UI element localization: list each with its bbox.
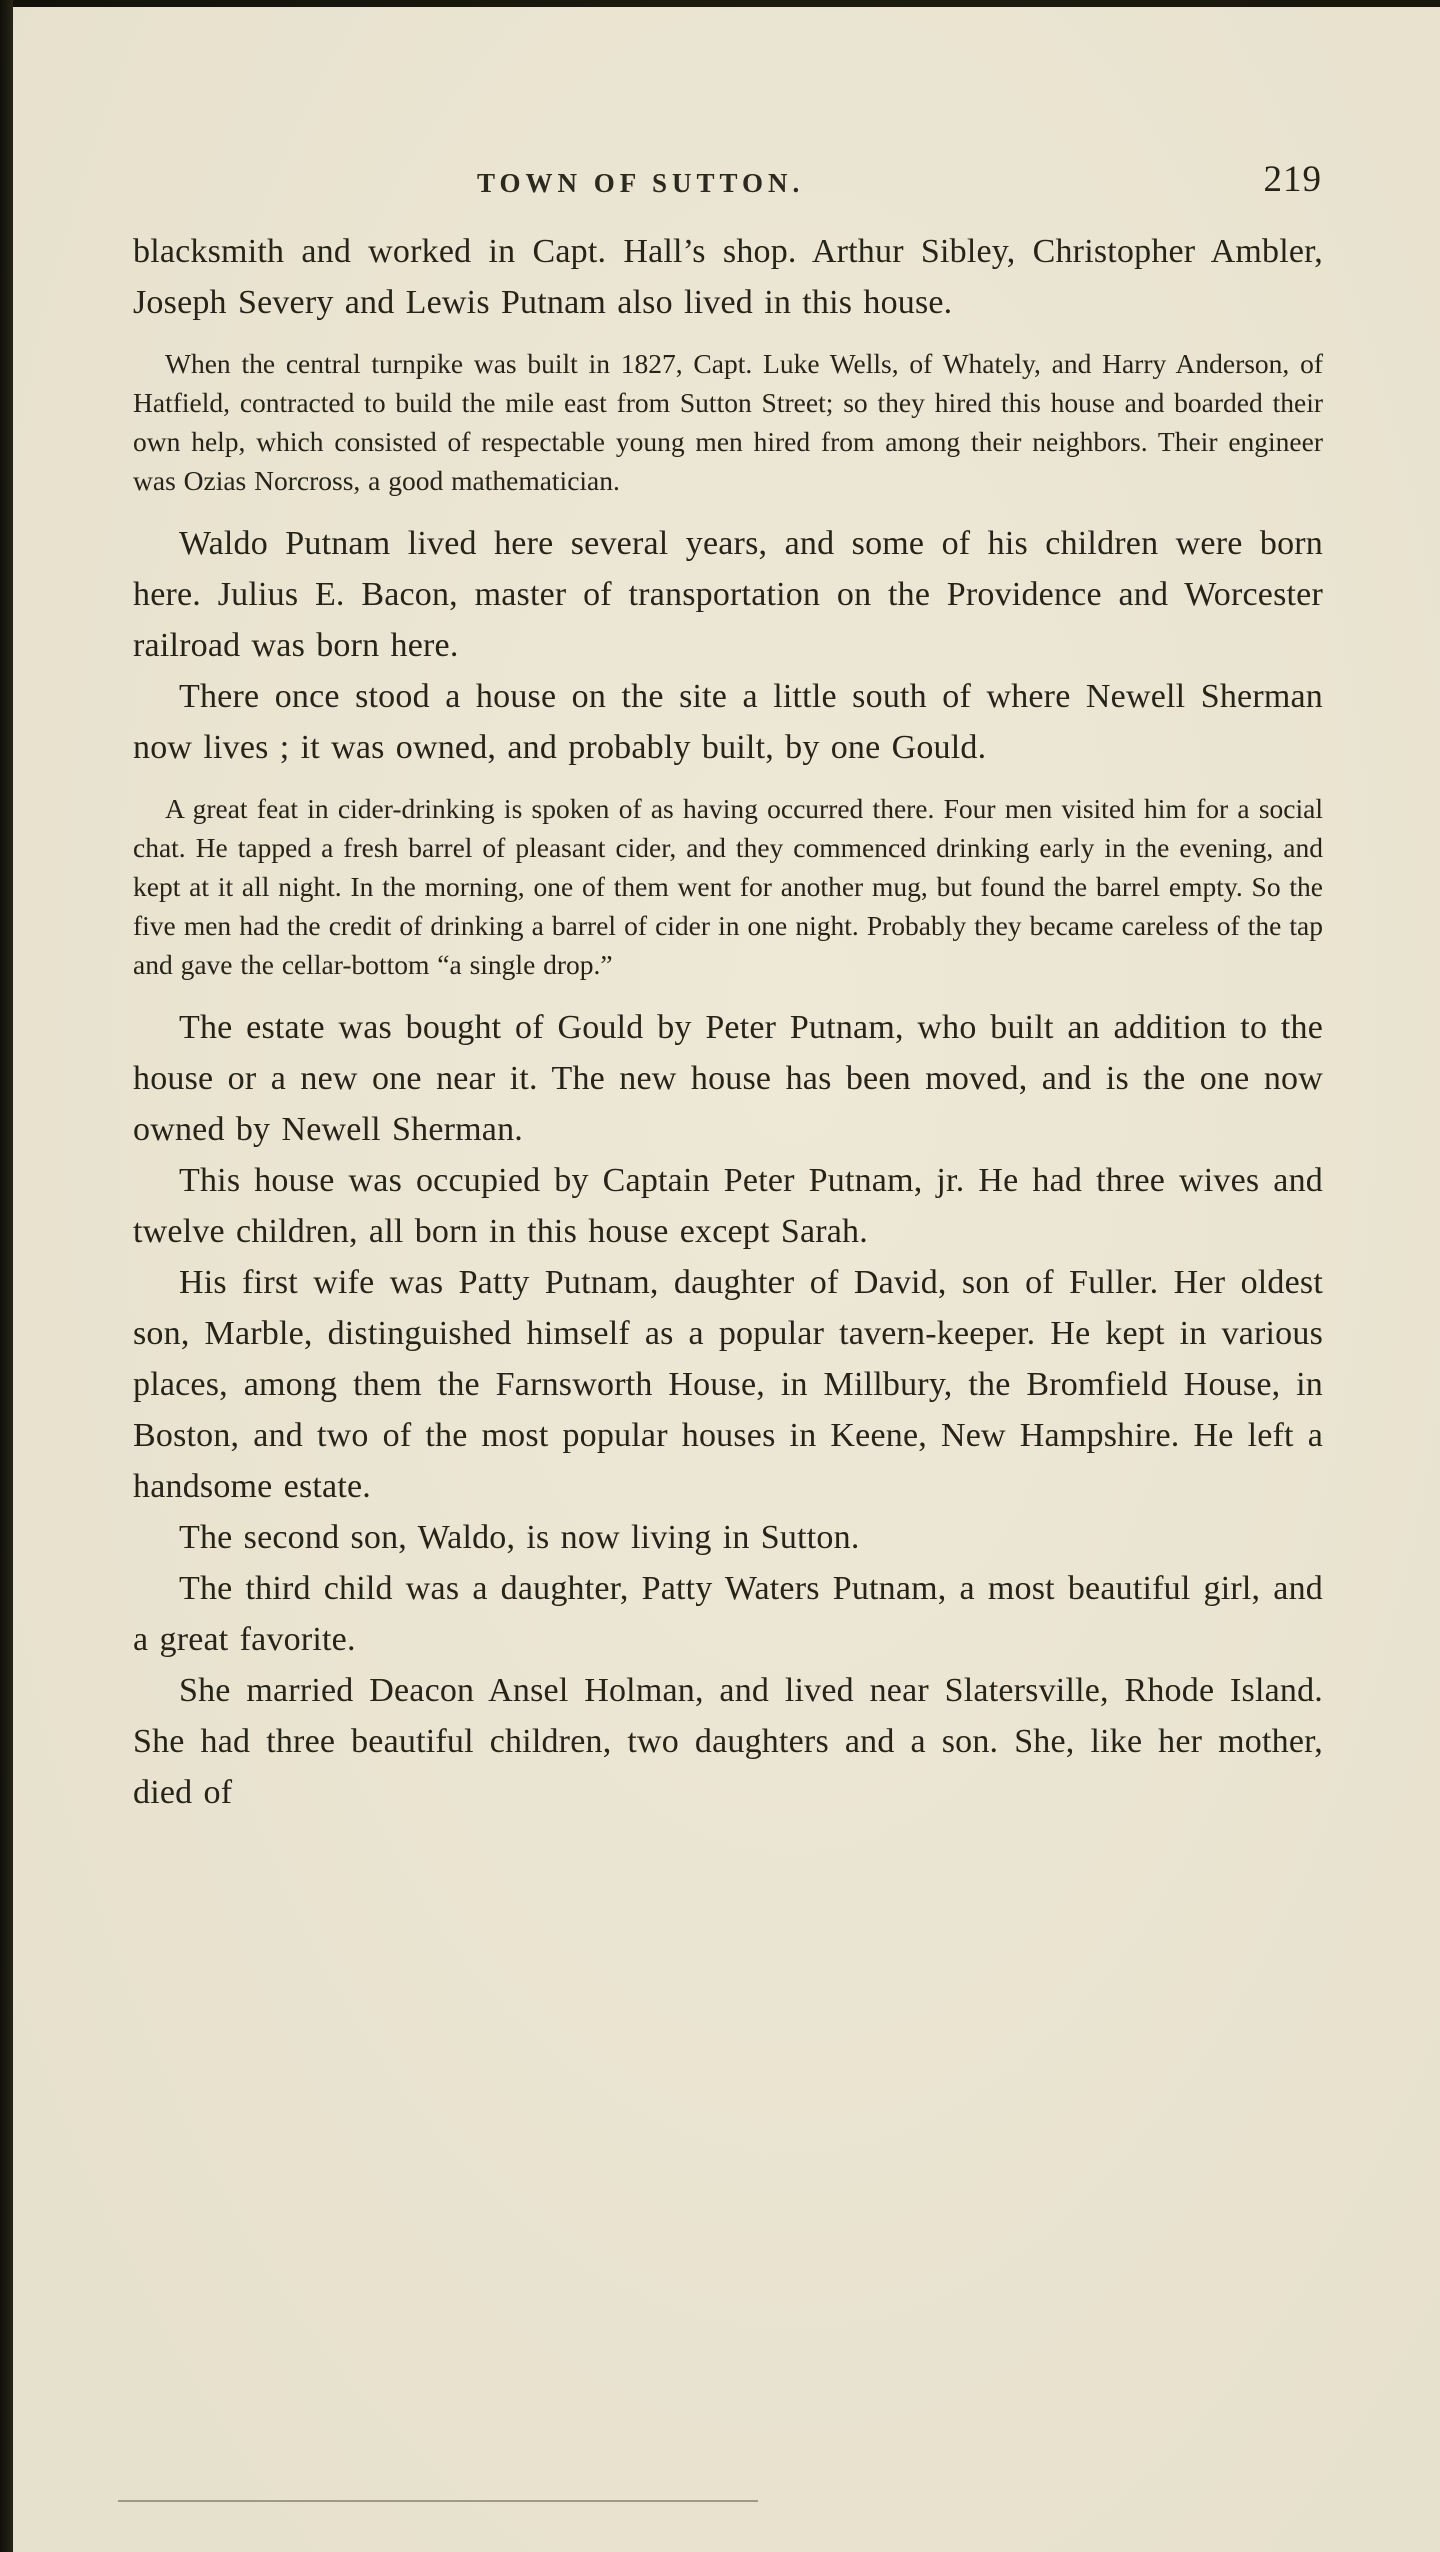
- running-header: [135, 158, 1322, 210]
- body-paragraph: This house was occupied by Captain Peter Putnam, jr. He had three wives and twelve children, all born in this house except Sarah.: [133, 1162, 1323, 1250]
- body-paragraph: There once stood a house on the site a little south of where Newell Sherman now lives ; it was owned, and probably built, by one Gould.: [133, 678, 1323, 766]
- body-paragraph: The third child was a daughter, Patty Waters Putnam, a most beautiful girl, and a great favorite.: [133, 1570, 1323, 1658]
- body-paragraph: The estate was bought of Gould by Peter Putnam, who built an addition to the house or a new one near it. The new house has been moved, and is the one now owned by Newell Sherman.: [133, 1009, 1323, 1148]
- body-paragraph: She married Deacon Ansel Holman, and lived near Slatersville, Rhode Island. She had three beautiful children, two daughters and a son. She, like her mother, died of: [133, 1672, 1323, 1811]
- fine-print-paragraph: A great feat in cider-drinking is spoken of as having occurred there. Four men visited him for a social chat. He tapped a fresh barrel of pleasant cider, and they commenced drinking early in the evening, and kept at it all night. In the morning, one of them went for another mug, but found the barrel empty. So the five men had the credit of drinking a barrel of cider in one night. Probably they became careless of the tap and gave the cellar-bottom “a single drop.”: [133, 793, 1323, 980]
- body-paragraph: Waldo Putnam lived here several years, and some of his children were born here. Julius E. Bacon, master of transportation on the Providence and Worcester railroad was born here.: [133, 525, 1323, 664]
- fine-print-paragraph: When the central turnpike was built in 1827, Capt. Luke Wells, of Whately, and Harry Anderson, of Hatfield, contracted to build the mile east from Sutton Street; so they hired this house and boarded their own help, which consisted of respectable young men hired from among their neighbors. Their engineer was Ozias Norcross, a good mathematician.: [133, 348, 1323, 496]
- body-text-block: [133, 226, 1323, 1818]
- scan-edge-left: [0, 0, 13, 2552]
- scan-edge-bottom-line: [118, 2500, 758, 2502]
- body-paragraph: The second son, Waldo, is now living in Sutton.: [179, 1519, 860, 1556]
- running-header-title: TOWN OF SUTTON.: [477, 168, 805, 198]
- body-paragraph: blacksmith and worked in Capt. Hall’s shop. Arthur Sibley, Christopher Ambler, Joseph Severy and Lewis Putnam also lived in this house.: [133, 233, 1323, 321]
- scan-edge-top: [0, 0, 1440, 7]
- body-paragraph: His first wife was Patty Putnam, daughter of David, son of Fuller. Her oldest son, Marble, distinguished himself as a popular tavern-keeper. He kept in various places, among them the Farnsworth House, in Millbury, the Bromfield House, in Boston, and two of the most popular houses in Keene, New Hampshire. He left a handsome estate.: [133, 1264, 1323, 1505]
- page-number: 219: [1263, 159, 1322, 200]
